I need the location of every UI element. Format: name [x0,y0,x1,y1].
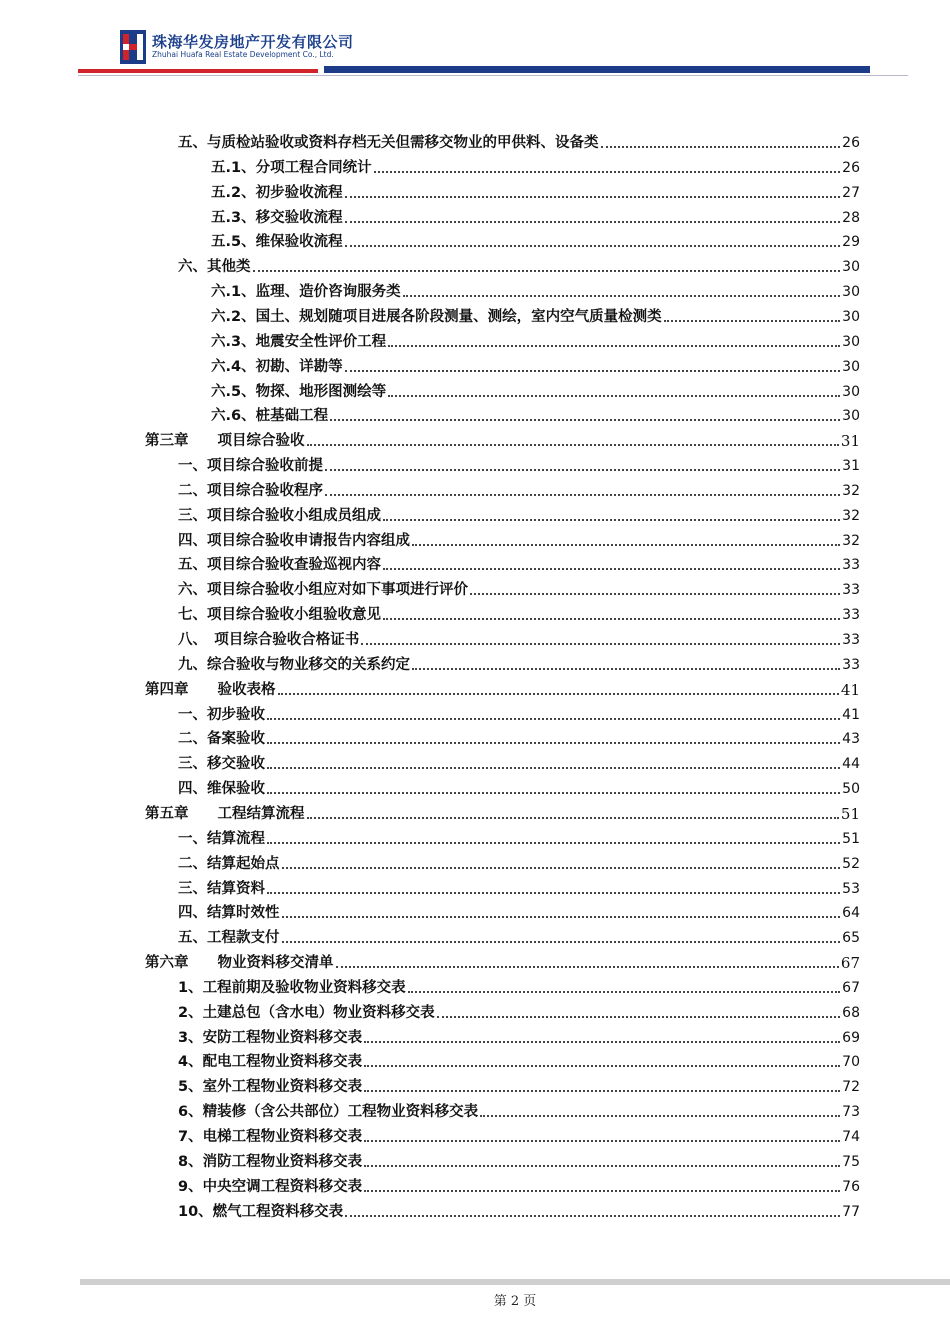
toc-entry-row[interactable] [178,650,860,674]
toc-leader-dots [361,643,840,645]
toc-entry-page: 41 [842,706,860,723]
toc-leader-dots [364,1065,840,1067]
toc-entry-page: 30 [842,358,860,375]
toc-entry-row[interactable] [211,203,860,227]
toc-entry-label: 三、结算资料 [178,880,265,897]
toc-entry-label: 三、移交验收 [178,756,265,773]
toc-leader-dots [388,345,840,347]
toc-chapter-row[interactable] [145,426,860,450]
toc-entry-row[interactable] [178,724,860,748]
toc-entry-row[interactable] [178,700,860,724]
toc-entry-page: 51 [842,830,860,847]
toc-leader-dots [383,618,840,620]
toc-entry-label: 七、项目综合验收小组验收意见 [178,607,381,624]
toc-entry-label: 八、 项目综合验收合格证书 [178,632,360,648]
toc-leader-dots [374,171,841,173]
toc-entry-label: 九、综合验收与物业移交的关系约定 [178,656,410,673]
toc-entry-row[interactable] [178,774,860,798]
toc-entry-page: 31 [840,432,860,451]
toc-entry-label: 六、其他类 [178,259,251,276]
toc-entry-label: 一、初步验收 [178,706,265,723]
toc-entry-label: 五.3、移交验收流程 [211,209,343,226]
toc-entry-row[interactable] [211,178,860,202]
toc-leader-dots [364,1140,840,1142]
toc-entry-page: 50 [842,781,860,798]
toc-entry-page: 51 [840,804,860,823]
header-blue-bar [324,66,870,73]
toc-entry-row[interactable] [211,277,860,301]
toc-leader-dots [330,419,840,421]
toc-leader-dots [345,196,841,198]
toc-entry-label: 第五章 工程结算流程 [145,805,305,822]
toc-leader-dots [267,792,840,794]
toc-entry-row[interactable] [178,1197,860,1221]
toc-entry-page: 28 [842,209,860,226]
toc-entry-label: 8、消防工程物业资料移交表 [178,1153,363,1170]
toc-leader-dots [664,320,841,322]
toc-chapter-row[interactable] [145,675,860,699]
toc-entry-page: 52 [842,855,860,872]
toc-entry-label: 五、工程款支付 [178,930,280,947]
toc-entry-page: 29 [842,234,860,251]
toc-entry-row[interactable] [178,749,860,773]
toc-entry-page: 77 [842,1203,860,1220]
toc-leader-dots [267,767,840,769]
toc-entry-label: 第六章 物业资料移交清单 [145,955,334,972]
toc-entry-label: 六、项目综合验收小组应对如下事项进行评价 [178,582,468,599]
toc-entry-page: 26 [842,159,860,176]
company-logo-icon [120,30,146,64]
toc-chapter-row[interactable] [145,948,860,972]
toc-entry-row[interactable] [178,1097,860,1121]
toc-entry-label: 6、精装修（含公共部位）工程物业资料移交表 [178,1104,479,1121]
toc-entry-page: 32 [842,532,860,549]
toc-entry-page: 64 [842,905,860,922]
toc-entry-page: 33 [842,582,860,599]
toc-entry-row[interactable] [211,377,860,401]
toc-leader-dots [403,295,841,297]
toc-entry-row[interactable] [178,874,860,898]
toc-leader-dots [282,941,841,943]
toc-entry-page: 53 [842,880,860,897]
toc-entry-page: 30 [842,333,860,350]
toc-entry-row[interactable] [178,600,860,624]
toc-entry-label: 六.4、初勘、详勘等 [211,358,343,375]
toc-chapter-row[interactable] [145,799,860,823]
toc-entry-page: 27 [842,184,860,201]
company-name-cn: 珠海华发房地产开发有限公司 [152,33,354,51]
toc-entry-page: 32 [842,507,860,524]
toc-leader-dots [267,718,840,720]
toc-entry-row[interactable] [178,501,860,525]
toc-leader-dots [408,991,841,993]
toc-entry-row[interactable] [211,302,860,326]
toc-entry-label: 1、工程前期及验收物业资料移交表 [178,979,406,996]
toc-leader-dots [345,221,841,223]
toc-entry-row[interactable] [211,227,860,251]
toc-leader-dots [437,1016,841,1018]
toc-entry-row[interactable] [178,973,860,997]
toc-entry-label: 五、与质检站验收或资料存档无关但需移交物业的甲供料、设备类 [178,135,599,151]
toc-entry-page: 30 [842,408,860,425]
toc-entry-label: 一、结算流程 [178,830,265,847]
toc-entry-page: 41 [840,680,860,699]
toc-leader-dots [336,966,839,968]
company-name-en: Zhuhai Huafa Real Estate Development Co., Ltd. [152,50,334,59]
toc-leader-dots [364,1165,840,1167]
toc-leader-dots [364,1190,840,1192]
toc-entry-label: 五、项目综合验收查验巡视内容 [178,557,381,574]
toc-entry-row[interactable] [178,1122,860,1146]
toc-entry-row[interactable] [178,1172,860,1196]
toc-entry-page: 32 [842,482,860,499]
toc-leader-dots [364,1090,840,1092]
toc-entry-row[interactable] [178,476,860,500]
toc-entry-label: 一、项目综合验收前提 [178,458,323,475]
toc-entry-row[interactable] [178,1147,860,1171]
toc-entry-page: 30 [842,259,860,276]
toc-leader-dots [307,444,839,446]
toc-entry-row[interactable] [178,923,860,947]
header-rule [78,75,908,76]
toc-leader-dots [388,395,840,397]
toc-entry-row[interactable] [178,1072,860,1096]
toc-entry-page: 30 [842,383,860,400]
toc-entry-row[interactable] [178,128,860,152]
toc-entry-label: 四、项目综合验收申请报告内容组成 [178,532,410,549]
toc-entry-label: 六.6、桩基础工程 [211,408,329,425]
toc-leader-dots [307,817,839,819]
toc-leader-dots [267,892,840,894]
toc-entry-label: 六.5、物探、地形图测绘等 [211,383,387,400]
toc-entry-row[interactable] [178,550,860,574]
toc-leader-dots [383,568,840,570]
toc-entry-page: 72 [842,1079,860,1096]
toc-entry-label: 二、项目综合验收程序 [178,482,323,499]
toc-entry-page: 75 [842,1153,860,1170]
toc-entry-row[interactable] [178,451,860,475]
toc-leader-dots [345,370,841,372]
toc-entry-page: 33 [842,656,860,673]
toc-entry-row[interactable] [178,526,860,550]
toc-leader-dots [345,245,841,247]
toc-entry-label: 二、备案验收 [178,731,265,748]
toc-entry-page: 31 [842,458,860,475]
toc-entry-page: 65 [842,930,860,947]
toc-leader-dots [267,842,840,844]
toc-leader-dots [325,494,840,496]
toc-entry-label: 五.5、维保验收流程 [211,234,343,251]
toc-entry-page: 67 [840,954,860,973]
toc-entry-row[interactable] [178,252,860,276]
toc-entry-page: 68 [842,1004,860,1021]
toc-leader-dots [601,146,841,148]
page-header [0,0,950,90]
toc-entry-label: 六.1、监理、造价咨询服务类 [211,284,401,301]
toc-entry-page: 76 [842,1178,860,1195]
toc-entry-label: 四、结算时效性 [178,905,280,922]
toc-entry-page: 33 [842,607,860,624]
toc-leader-dots [325,469,840,471]
toc-entry-label: 9、中央空调工程资料移交表 [178,1178,363,1195]
toc-entry-page: 67 [842,979,860,996]
toc-entry-page: 30 [842,284,860,301]
header-red-bar [78,69,318,73]
toc-leader-dots [345,1215,840,1217]
toc-entry-page: 30 [842,308,860,325]
toc-leader-dots [412,544,840,546]
toc-entry-row[interactable] [178,1047,860,1071]
toc-leader-dots [282,916,841,918]
toc-leader-dots [364,1041,840,1043]
toc-entry-row[interactable] [178,898,860,922]
toc-entry-page: 73 [842,1104,860,1121]
toc-leader-dots [412,668,840,670]
toc-entry-row[interactable] [178,625,860,649]
toc-entry-label: 二、结算起始点 [178,855,280,872]
toc-entry-label: 10、燃气工程资料移交表 [178,1203,344,1220]
toc-entry-row[interactable] [211,327,860,351]
toc-entry-row[interactable] [178,824,860,848]
toc-entry-label: 2、土建总包（含水电）物业资料移交表 [178,1004,435,1021]
toc-leader-dots [282,867,841,869]
toc-entry-page: 74 [842,1129,860,1145]
toc-entry-label: 四、维保验收 [178,781,265,798]
toc-entry-label: 7、电梯工程物业资料移交表 [178,1129,363,1145]
toc-entry-page: 69 [842,1029,860,1046]
page-number: 第 2 页 [493,1294,537,1309]
toc-entry-label: 六.3、地震安全性评价工程 [211,333,387,350]
toc-entry-row[interactable] [178,575,860,599]
toc-entry-page: 70 [842,1054,860,1071]
toc-entry-row[interactable] [211,352,860,376]
toc-entry-page: 43 [842,731,860,748]
toc-leader-dots [470,593,840,595]
toc-entry-page: 26 [842,135,860,151]
toc-entry-label: 4、配电工程物业资料移交表 [178,1054,363,1071]
toc-entry-row[interactable] [178,998,860,1022]
toc-leader-dots [253,270,841,272]
toc-leader-dots [267,742,840,744]
toc-entry-label: 5、室外工程物业资料移交表 [178,1079,363,1096]
toc-entry-row[interactable] [211,401,860,425]
toc-entry-label: 3、安防工程物业资料移交表 [178,1029,363,1046]
toc-entry-page: 33 [842,557,860,574]
toc-entry-label: 五.1、分项工程合同统计 [211,159,372,176]
toc-entry-page: 44 [842,756,860,773]
toc-entry-row[interactable] [178,849,860,873]
toc-entry-row[interactable] [178,1023,860,1047]
toc-leader-dots [480,1115,840,1117]
toc-entry-label: 五.2、初步验收流程 [211,184,343,201]
toc-entry-label: 第三章 项目综合验收 [145,433,305,450]
toc-entry-row[interactable] [211,153,860,177]
toc-entry-label: 六.2、国土、规划随项目进展各阶段测量、测绘，室内空气质量检测类 [211,308,662,325]
toc-leader-dots [383,519,840,521]
toc-leader-dots [278,693,839,695]
toc-entry-label: 三、项目综合验收小组成员组成 [178,507,381,524]
toc-entry-label: 第四章 验收表格 [145,681,276,698]
toc-entry-page: 33 [842,632,860,648]
footer-bar [80,1279,950,1285]
